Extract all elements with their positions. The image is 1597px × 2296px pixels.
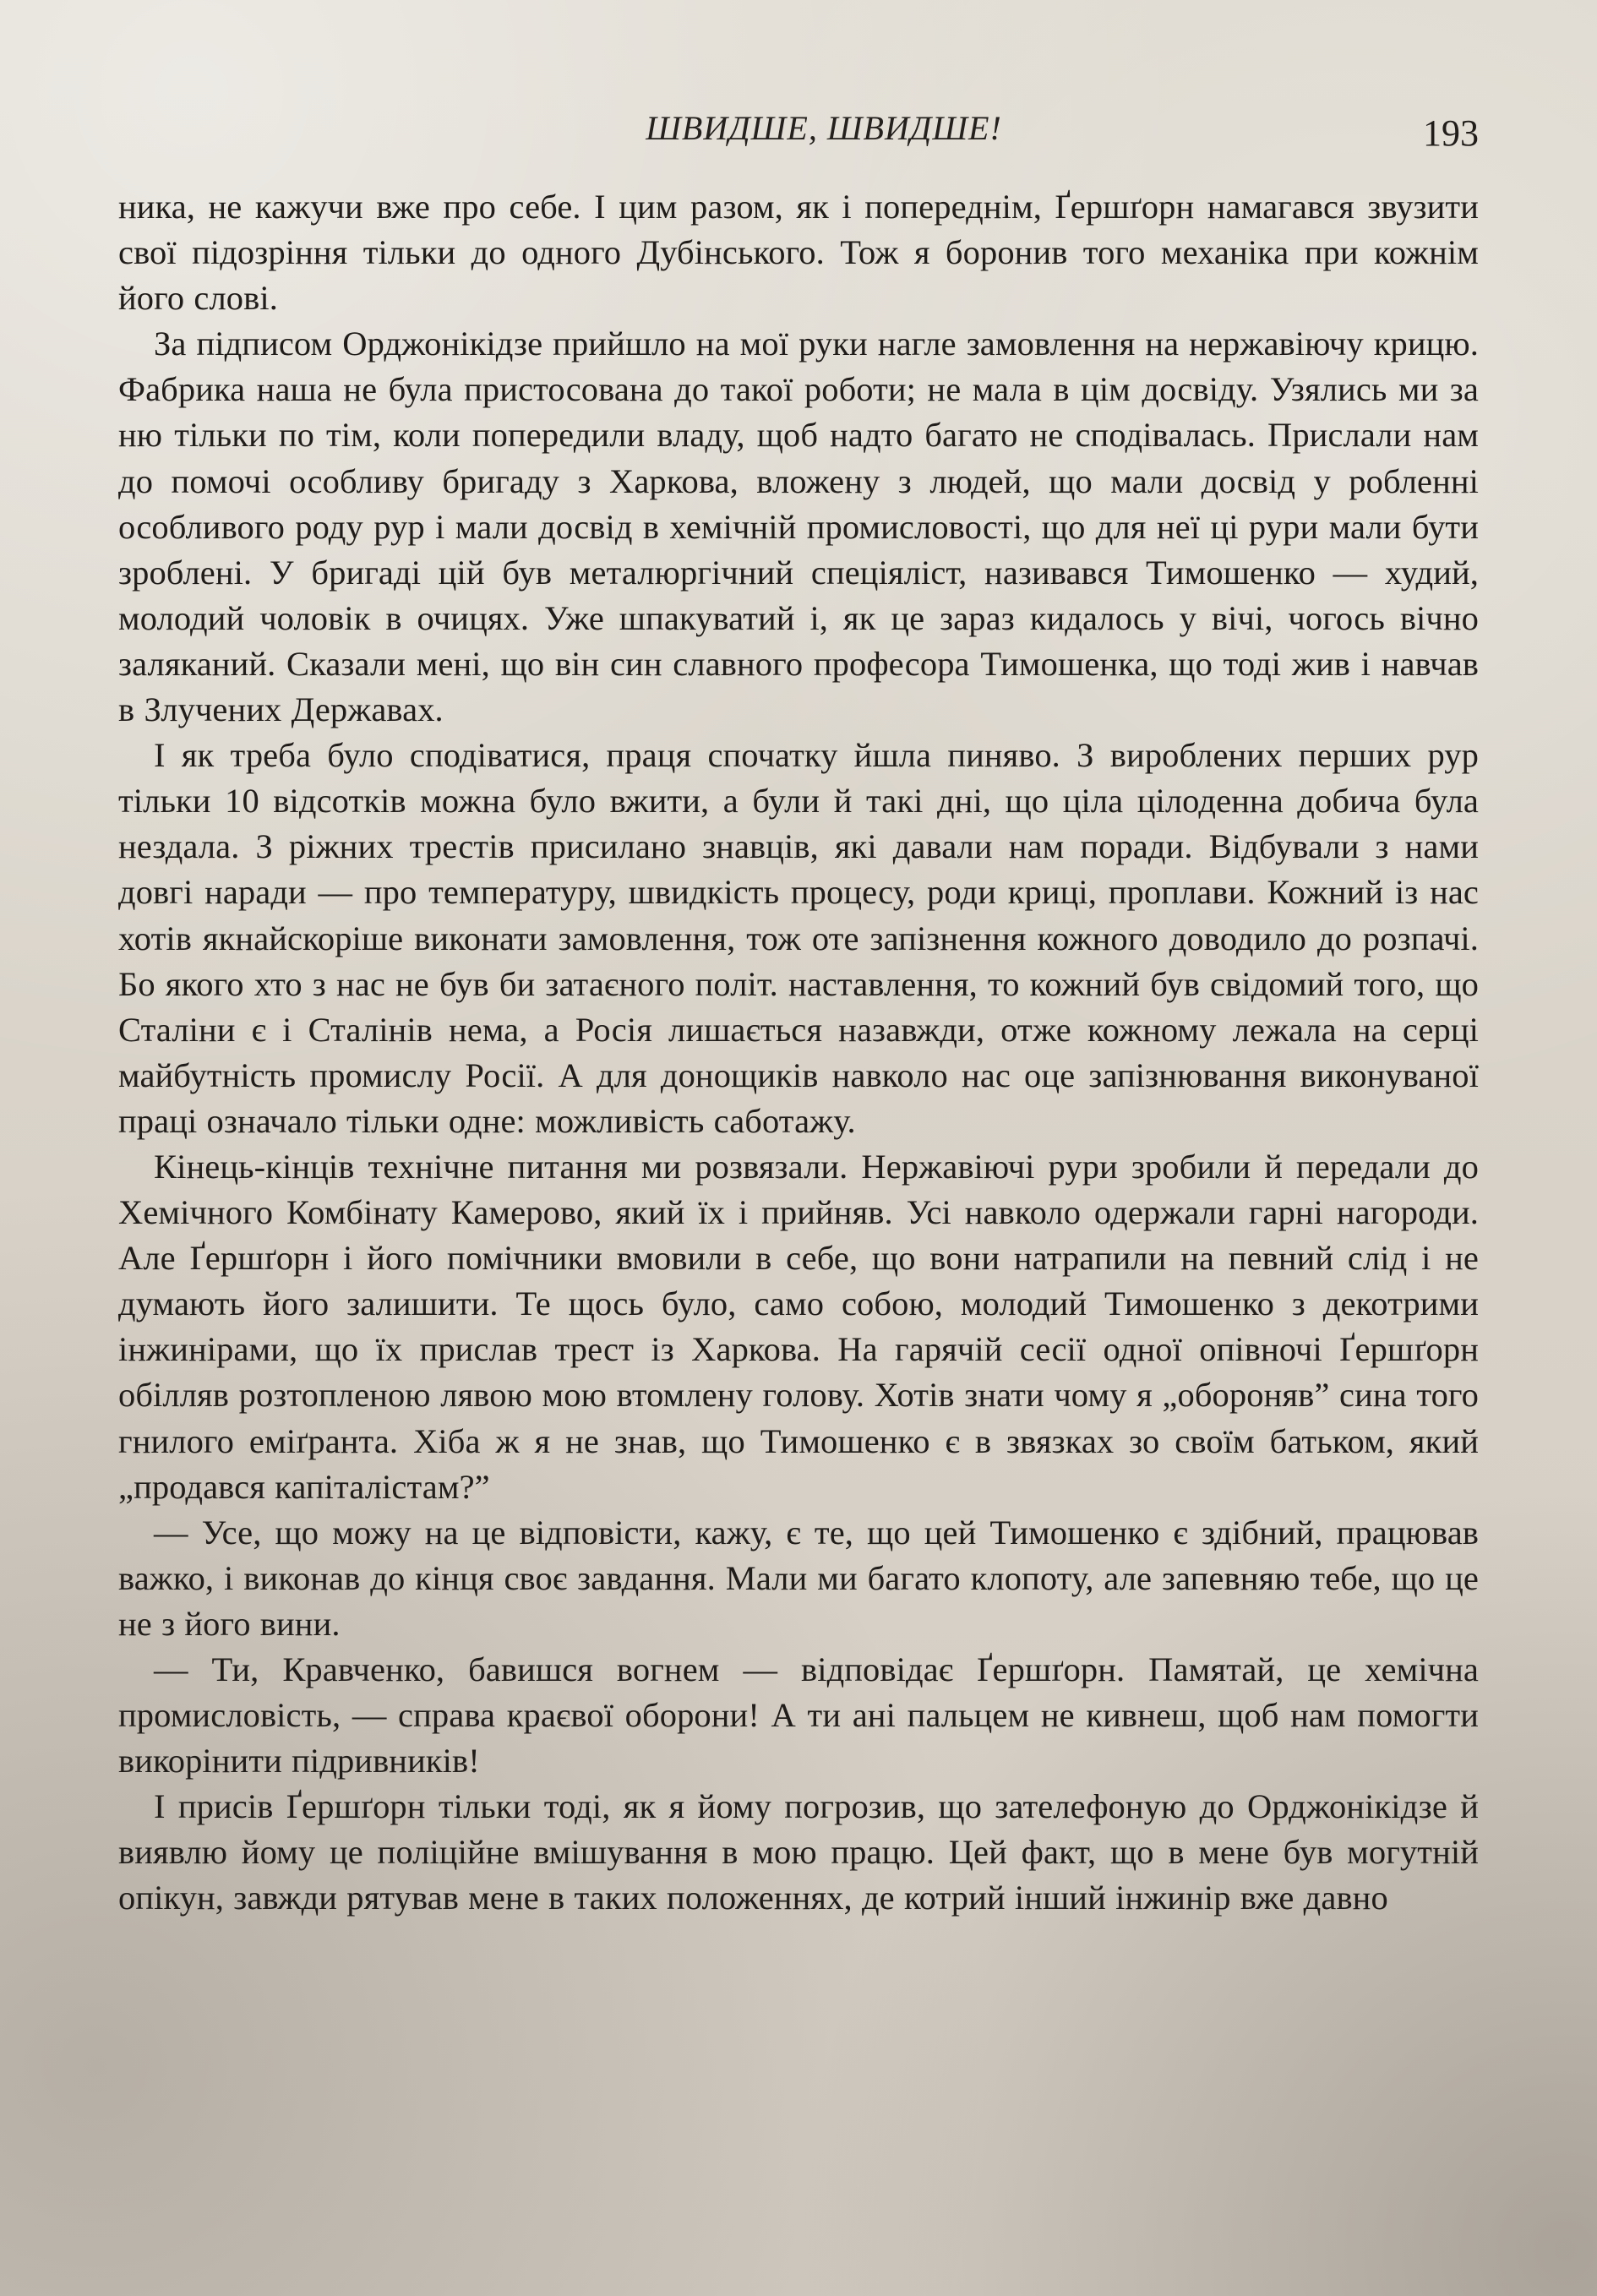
paragraph-3: І як треба було сподіватися, праця спочатку йшла пиняво. З вироблених перших рур тільки 10 відсотків можна було вжити, а були й такі дні, що ціла цілоденна добича була нездала. З ріжних трестів присилано знавців, які давали нам поради. Відбували з нами довгі наради — про температуру, швидкість процесу, роди криці, проплави. Кожний із нас хотів якнайскоріше виконати замовлення, тож оте запізнення кожного доводило до розпачі. Бо якого хто з нас не був би затаєного політ. наставлення, то кожний був свідомий того, що Сталіни є і Сталінів нема, а Росія лишається назавжди, отже кожному лежала на серці майбутність промислу Росії. А для донощиків навколо нас оце запізнювання виконуваної праці означало тільки одне: можливість саботажу. bbox=[118, 736, 1479, 1140]
paragraph-6: — Ти, Кравченко, бавишся вогнем — відповідає Ґершґорн. Памятай, це хемічна промисловість, — справа краєвої оборони! А ти ані пальцем не кивнеш, щоб нам помогти викорінити підривників! bbox=[118, 1650, 1479, 1781]
page-number: 193 bbox=[1423, 112, 1479, 154]
paragraph-5: — Усе, що можу на це відповісти, кажу, є те, що цей Тимошенко є здібний, працював важко, і виконав до кінця своє завдання. Мали ми багато клопоту, але запевняю тебе, що це не з його вини. bbox=[118, 1513, 1479, 1643]
page-header bbox=[118, 108, 1479, 167]
page-text bbox=[118, 184, 1479, 1922]
running-title: ШВИДШЕ, ШВИДШЕ! bbox=[646, 109, 1002, 147]
paragraph-1: ника, не кажучи вже про себе. І цим разом, як і попереднім, Ґершґорн намагався звузити свої підозріння тільки до одного Дубінського. Тож я боронив того механіка при кожнім його слові. bbox=[118, 188, 1479, 318]
paragraph-7: І присів Ґершґорн тільки тоді, як я йому погрозив, що зателефоную до Орджонікідзе й виявлю йому це поліційне вмішування в мою працю. Цей факт, що в мене був могутній опікун, завжди рятував мене в таких положеннях, де котрий інший інжинір вже давно bbox=[118, 1787, 1479, 1917]
paragraph-4: Кінець-кінців технічне питання ми розвязали. Нержавіючі рури зробили й передали до Хемічного Комбінату Камерово, який їх і прийняв. Усі навколо одержали гарні нагороди. Але Ґершґорн і його помічники вмовили в себе, що вони натрапили на певний слід і не думають його залишити. Те щось було, само собою, молодий Тимошенко з декотрими інжинірами, що їх прислав трест із Харкова. На гарячій сесії одної опівночі Ґершґорн обілляв розтопленою лявою мою втомлену голову. Хотів знати чому я „обороняв” сина того гнилого еміґранта. Хіба ж я не знав, що Тимошенко є в звязках зо своїм батьком, який „продався капіталістам?” bbox=[118, 1147, 1479, 1506]
paragraph-2: За підписом Орджонікідзе прийшло на мої руки нагле замовлення на нержавіючу крицю. Фабрика наша не була пристосована до такої роботи; не мала в цім досвіду. Узялись ми за ню тільки по тім, коли попередили владу, щоб надто багато не сподівалась. Прислали нам до помочі особливу бригаду з Харкова, вложену з людей, що мали досвід у робленні особливого роду рур і мали досвід в хемічній промисловості, що для неї ці рури мали бути зроблені. У бригаді цій був металюргічний спеціяліст, називався Тимошенко — худий, молодий чоловік в очицях. Уже шпакуватий і, як це зараз кидалось у вічі, чогось вічно заляканий. Сказали мені, що він син славного професора Тимошенка, що тоді жив і навчав в Злучених Державах. bbox=[118, 324, 1479, 729]
